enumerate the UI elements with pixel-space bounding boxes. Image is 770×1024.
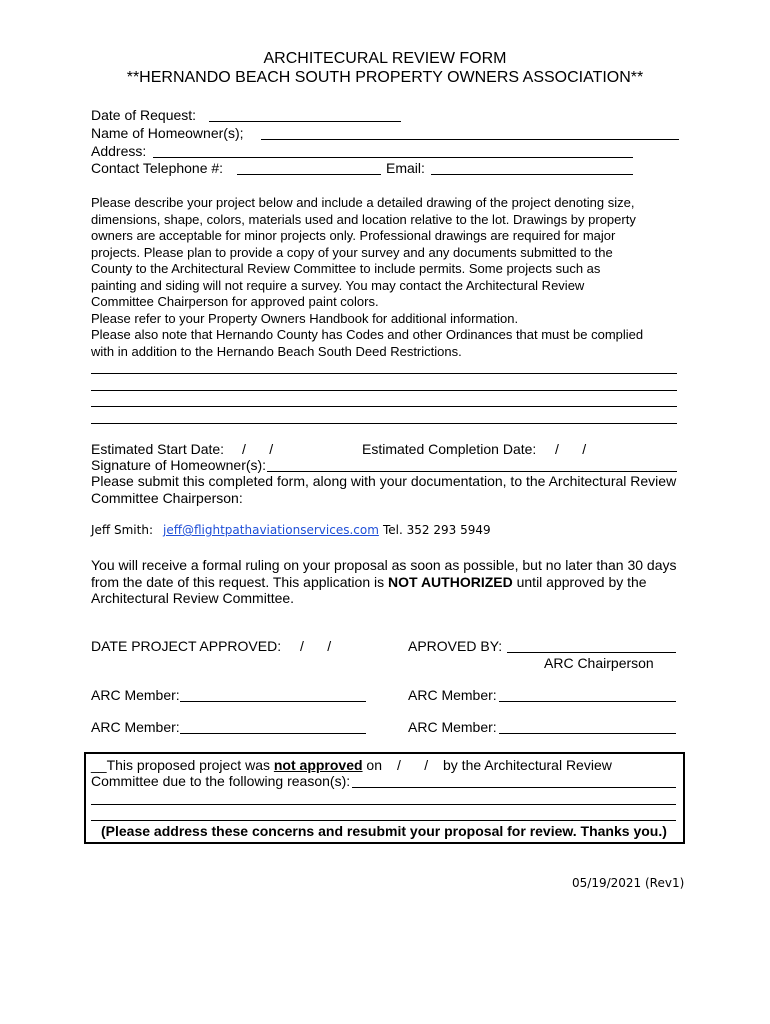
instruction-line: owners are acceptable for minor projects only. Professional drawings are required for major — [91, 228, 616, 243]
approved-by-field[interactable] — [507, 652, 676, 653]
date-approved-field[interactable]: / / — [300, 638, 332, 654]
approved-by-label: APROVED BY: — [408, 638, 503, 654]
arc-member-field[interactable] — [499, 701, 676, 702]
email-label: Email: — [386, 160, 425, 176]
date-of-request-field[interactable] — [209, 121, 401, 122]
ruling-notice-line3: Architectural Review Committee. — [91, 590, 295, 606]
email-field[interactable] — [431, 174, 633, 175]
arc-member-field[interactable] — [180, 733, 366, 734]
not-approved-date-field[interactable]: / / — [397, 757, 429, 773]
estimated-start-date-field[interactable]: / / — [242, 441, 274, 457]
estimated-completion-date-field[interactable]: / / — [555, 441, 587, 457]
instruction-line: County to the Architectural Review Committee to include permits. Some projects such as — [91, 261, 601, 276]
ruling-text: from the date of this request. This application is — [91, 574, 389, 590]
contact-name: Jeff Smith: — [91, 523, 153, 537]
arc-member-field[interactable] — [499, 733, 676, 734]
revision-date: 05/19/2021 (Rev1) — [572, 876, 685, 890]
association-name: **HERNANDO BEACH SOUTH PROPERTY OWNERS ASSOCIATION** — [126, 69, 644, 86]
reasons-field[interactable] — [352, 787, 676, 788]
ruling-text: until approved by the — [512, 574, 647, 590]
instruction-line: Please describe your project below and include a detailed drawing of the project denoting size, — [91, 195, 635, 210]
instruction-line: painting and siding will not require a survey. You may contact the Architectural Review — [91, 277, 585, 293]
reasons-label: Committee due to the following reason(s): — [91, 773, 351, 789]
arc-member-field[interactable] — [180, 701, 366, 702]
homeowner-name-field[interactable] — [261, 139, 679, 140]
resubmit-note: (Please address these concerns and resubmit your proposal for review. Thanks you.) — [101, 823, 667, 839]
signature-label: Signature of Homeowner(s): — [91, 457, 267, 473]
arc-member-label: ARC Member: — [91, 719, 180, 735]
project-description-line[interactable] — [91, 406, 677, 407]
project-description-line[interactable] — [91, 423, 677, 424]
contact-telephone-field[interactable] — [237, 174, 381, 175]
submit-instruction-cont: Committee Chairperson: — [91, 490, 243, 506]
instruction-line: projects. Please plan to provide a copy of your survey and any documents submitted to the — [91, 244, 613, 260]
address-field[interactable] — [153, 157, 633, 158]
instruction-line: with in addition to the Hernando Beach South Deed Restrictions. — [91, 343, 462, 359]
instruction-line: Please also note that Hernando County has Codes and other Ordinances that must be complied — [91, 327, 644, 342]
reasons-line[interactable] — [91, 820, 676, 821]
arc-member-label: ARC Member: — [91, 687, 180, 703]
estimated-completion-label: Estimated Completion Date: — [362, 441, 537, 457]
homeowner-name-label: Name of Homeowner(s); — [91, 125, 244, 141]
ruling-notice: You will receive a formal ruling on your proposal as soon as possible, but no later than 30 days — [91, 557, 677, 573]
project-description-line[interactable] — [91, 373, 677, 374]
contact-telephone-label: Contact Telephone #: — [91, 160, 224, 176]
project-description-line[interactable] — [91, 390, 677, 391]
reasons-line[interactable] — [91, 804, 676, 805]
not-approved-emphasis: not approved — [273, 757, 363, 773]
instructions-paragraph — [91, 195, 691, 360]
address-label: Address: — [91, 143, 147, 159]
not-approved-text: __This proposed project was — [91, 757, 274, 773]
submit-instruction: Please submit this completed form, along with your documentation, to the Architectural Review — [91, 473, 677, 489]
not-approved-text: on — [362, 757, 383, 773]
not-approved-text-post: by the Architectural Review — [443, 757, 612, 773]
date-of-request-label: Date of Request: — [91, 107, 197, 123]
instruction-line: Please refer to your Property Owners Handbook for additional information. — [91, 310, 519, 326]
instruction-line: Committee Chairperson for approved paint colors. — [91, 294, 379, 309]
arc-chairperson-label: ARC Chairperson — [544, 655, 654, 671]
arc-member-label: ARC Member: — [408, 687, 497, 703]
not-authorized-text: NOT AUTHORIZED — [388, 574, 513, 590]
contact-phone: Tel. 352 293 5949 — [383, 523, 491, 537]
date-project-approved-label: DATE PROJECT APPROVED: — [91, 638, 282, 654]
form-title: ARCHITECURAL REVIEW FORM — [263, 50, 507, 67]
estimated-start-label: Estimated Start Date: — [91, 441, 225, 457]
signature-field[interactable] — [267, 471, 677, 472]
ruling-notice-line2 — [91, 574, 647, 590]
instruction-line: dimensions, shape, colors, materials used and location relative to the lot. Drawings by property — [91, 211, 636, 227]
contact-email-link[interactable]: jeff@flightpathaviationservices.com — [163, 523, 379, 537]
not-approved-statement — [91, 757, 382, 773]
arc-member-label: ARC Member: — [408, 719, 497, 735]
